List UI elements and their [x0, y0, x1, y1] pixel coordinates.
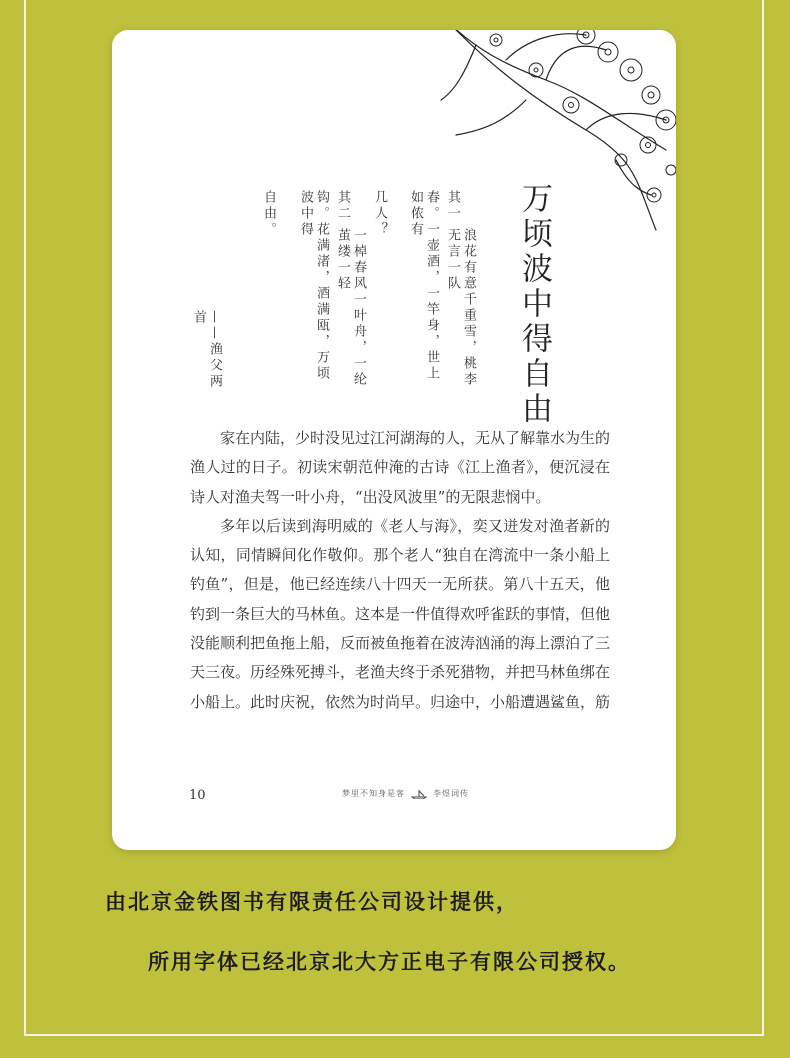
running-head-left: 梦里不知身是客: [342, 789, 405, 798]
poem-line: 春。一壶酒，一竿身，世上如侬有: [408, 190, 439, 382]
poem-line: 其一: [445, 190, 460, 222]
poem-title: 万顷波中得自由: [516, 182, 552, 427]
poem-block: [190, 190, 476, 390]
running-head-right: 李煜词传: [433, 789, 469, 798]
paragraph: 家在内陆，少时没见过江河湖海的人，无从了解靠水为生的渔人过的日子。初读宋朝范仲淹的古诗《江上渔者》，便沉浸在诗人对渔夫驾一叶小舟，“出没风波里”的无限悲悯中。: [190, 429, 611, 506]
page-number: 10: [189, 788, 206, 803]
boat-icon: [411, 789, 427, 799]
credit-line-1: 由北京金铁图书有限责任公司设计提供，: [105, 890, 519, 914]
credit-line-2: 所用字体已经北京北大方正电子有限公司授权。: [148, 950, 631, 974]
poem-line: 一棹春风一叶舟，一纶茧缕一轻: [335, 228, 366, 388]
poem-line: 其二: [335, 190, 350, 222]
poem-line: 几人？: [372, 190, 387, 238]
poem-line: 浪花有意千重雪，桃李无言一队: [445, 228, 476, 388]
book-page: [112, 30, 676, 850]
poem-line: 钩。花满渚，酒满瓯，万顷波中得: [298, 190, 329, 382]
paragraph: 多年以后读到海明威的《老人与海》，奕又迸发对渔者新的认知，同情瞬间化作敬仰。那个老人“独自在湾流中一条小船上钓鱼”，但是，他已经连续八十四天一无所获。第八十五天，他钓到一条巨大的马林鱼。这本是一件值得欢呼雀跃的事情，但他没能顺利把鱼拖上船，反而被鱼拖着在波涛汹涌的海上漂泊了三天三夜。历经殊死搏斗，老渔夫终于杀死猎物，并把马林鱼绑在小船上。此时庆祝，依然为时尚早。归途中，小船遭遇鲨鱼，筋: [190, 516, 611, 711]
running-head: [342, 788, 469, 799]
body-text: [190, 424, 610, 717]
poem-attribution: ——渔父两首: [191, 310, 222, 390]
poem-line: 自由。: [261, 190, 276, 238]
